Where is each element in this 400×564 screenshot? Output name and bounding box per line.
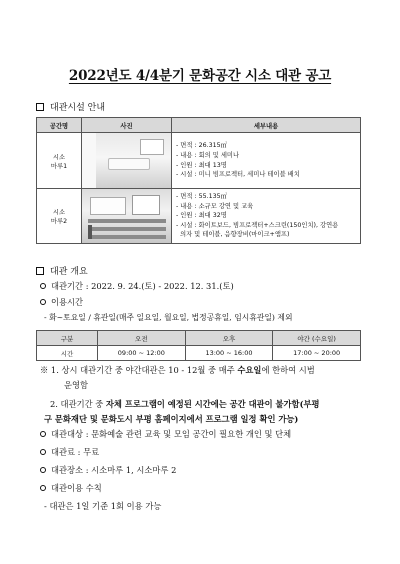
note-bold-text: 구 문화재단 및 문화도시 부평 홈페이지에서 프로그램 일정 확인 가능) [44,414,299,424]
note-text: 2. 대관기간 중 [50,399,106,409]
hours-label-text: 이용시간 [51,297,84,307]
period-text: 대관기간 : 2022. 9. 24.(토) - 2022. 12. 31.(토) [51,281,234,291]
afternoon-time: 13:00 ~ 16:00 [185,346,273,361]
hours-note: - 화~토요일 / 휴관일(매주 일요일, 월요일, 법정공휴일, 임시휴관일) 제외 [44,313,293,322]
place-text: 대관장소 : 시소마루 1, 시소마루 2 [51,465,177,475]
section-overview-heading [36,264,88,277]
header-details: 세부내용 [172,118,361,133]
circle-bullet-icon [40,485,46,491]
detail-line: - 인원 : 최대 32명 [176,212,227,220]
time-table [36,330,361,361]
circle-bullet-icon [40,467,46,473]
period-line [40,280,234,292]
circle-bullet-icon [40,299,46,305]
circle-bullet-icon [40,283,46,289]
table-row [37,133,361,189]
target-text: 대관대상 : 문화예술 관련 교육 및 모임 공간이 필요한 개인 및 단체 [51,429,292,439]
hours-label-line [40,296,83,308]
table-row [37,346,361,361]
space-name-line: 시소 [52,209,66,216]
night-time: 17:00 ~ 20:00 [273,346,361,361]
note-bold-text: 수요일 [237,365,262,375]
morning-time: 09:00 ~ 12:00 [98,346,186,361]
circle-bullet-icon [40,449,46,455]
header-morning: 오전 [98,331,186,346]
header-afternoon: 오후 [185,331,273,346]
space-name-line: 시소 [52,153,66,161]
space-name-cell [37,189,82,244]
circle-bullet-icon [40,431,46,437]
note-text: 운영함 [64,380,89,390]
note-2 [44,397,370,427]
detail-line: - 내용 : 회의 및 세미나 [176,151,240,159]
square-bullet-icon [36,103,44,111]
section-heading-text: 대관시설 안내 [50,103,106,113]
detail-line: - 인원 : 최대 13명 [176,161,227,169]
table-row [37,189,361,244]
photo-cell [82,189,172,244]
detail-line: - 시설 : 미니 빔프로젝터, 세미나 테이블 배치 [176,171,300,179]
fee-line [40,446,99,458]
section-facility-heading [36,100,105,113]
header-night: 야간 (수요일) [273,331,361,346]
target-line [40,428,291,440]
row-label: 시간 [37,346,98,361]
table-header-row [37,118,361,133]
details-cell [172,189,361,244]
note-text: 에 한하여 시범 [261,365,315,375]
rules-note: - 대관은 1일 기준 1회 이용 가능 [44,501,162,511]
place-line [40,464,176,476]
photo-cell [82,133,172,189]
page-title: 2022년도 4/4분기 문화공간 시소 대관 공고 [68,68,332,84]
space-name-line: 마루1 [50,162,68,170]
note-1 [40,363,315,393]
detail-line: - 내용 : 소규모 강연 및 교육 [176,202,254,210]
header-photo: 사진 [82,118,172,133]
lecture-room-photo [82,189,171,243]
rules-label-line [40,482,102,494]
detail-line: - 면적 : 26.315㎡ [176,142,227,150]
seminar-room-photo [82,133,171,188]
detail-line: - 시설 : 화이트보드, 빔프로젝터+스크린(150인치), 강연용 [176,221,339,229]
facility-table [36,117,361,244]
section-heading-text: 대관 개요 [50,267,88,277]
detail-line: 의자 및 테이블, 음향장비(마이크+앰프) [176,231,290,239]
detail-line: - 면적 : 55.135㎡ [176,193,227,201]
square-bullet-icon [36,267,44,275]
note-bold-text: 자체 프로그램이 예정된 시간에는 공간 대관이 불가함(부평 [105,399,320,409]
space-name-line: 마루2 [50,218,68,225]
details-cell [172,133,361,189]
fee-text: 대관료 : 무료 [51,447,100,457]
note-text: ※ 1. 상시 대관기간 중 야간대관은 10 - 12월 중 매주 [40,365,238,375]
space-name-cell [37,133,82,189]
header-space-name: 공간명 [37,118,82,133]
table-header-row [37,331,361,346]
header-category: 구분 [37,331,98,346]
rules-label-text: 대관이용 수칙 [51,483,102,493]
